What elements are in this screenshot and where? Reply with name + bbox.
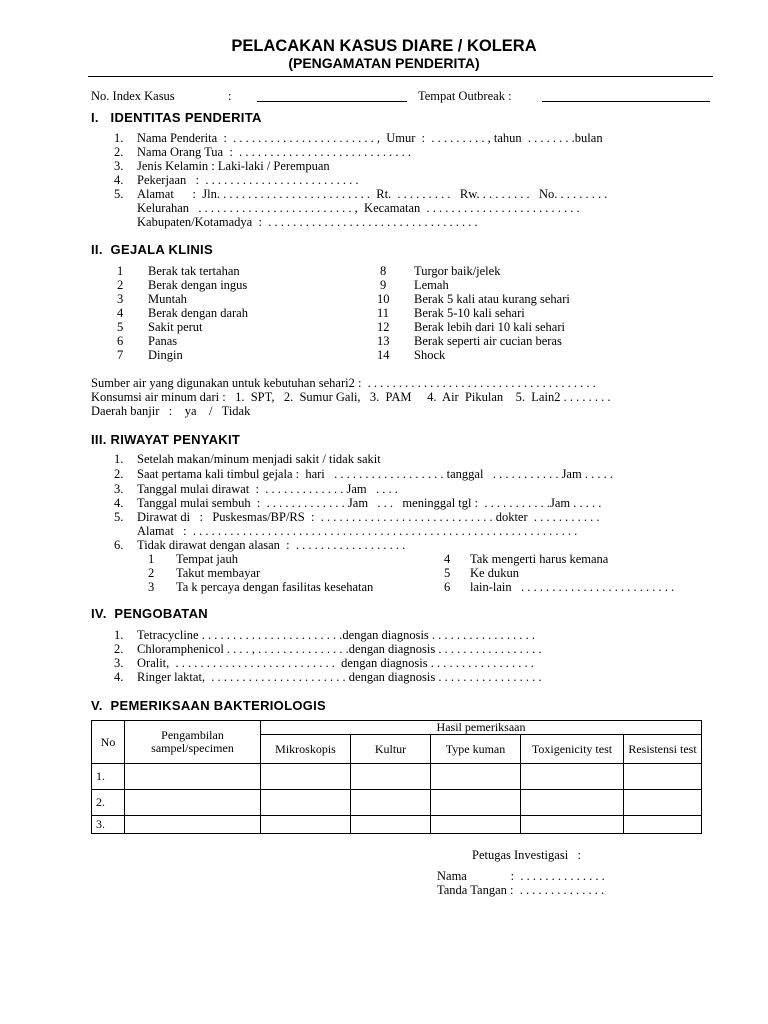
section-gejala-heading: II. GEJALA KLINIS <box>91 242 213 257</box>
petugas-label: Petugas Investigasi : <box>472 848 582 862</box>
daerah-banjir-line[interactable]: Daerah banjir : ya / Tidak <box>91 404 251 418</box>
alasan-item[interactable]: Tak mengerti harus kemana <box>470 552 609 566</box>
title-divider <box>88 76 713 77</box>
identitas-pekerjaan[interactable]: Pekerjaan : . . . . . . . . . . . . . . . . . . . . . . . . . <box>137 173 359 187</box>
index-colon: : <box>228 89 232 103</box>
alasan-num: 3 <box>148 580 155 594</box>
tempat-outbreak-field[interactable] <box>542 101 710 102</box>
gejala-item[interactable]: Berak lebih dari 10 kali sehari <box>414 320 565 334</box>
gejala-num: 6 <box>117 334 124 348</box>
gejala-item[interactable]: Muntah <box>148 292 187 306</box>
gejala-item[interactable]: Berak dengan ingus <box>148 278 248 292</box>
alasan-item[interactable]: lain-lain . . . . . . . . . . . . . . . . . . . . . . . . . <box>470 580 675 594</box>
section-bakteriologis-heading: V. PEMERIKSAAN BAKTERIOLOGIS <box>91 698 327 713</box>
col-no-header: No <box>92 721 125 764</box>
row-number: 3. <box>92 816 125 834</box>
identitas-num-2: 2. <box>114 145 124 159</box>
table-row <box>92 816 702 834</box>
pengobatan-item[interactable]: Oralit, . . . . . . . . . . . . . . . . . . . . . . . . . . dengan diagnosis . . . . . . . . . . . . . . . . . <box>137 656 534 670</box>
alasan-item[interactable]: Tempat jauh <box>176 552 238 566</box>
table-cell[interactable] <box>431 790 521 816</box>
pengobatan-num: 1. <box>114 628 124 642</box>
identitas-nama-orang-tua[interactable]: Nama Orang Tua : . . . . . . . . . . . . . . . . . . . . . . . . . . . . <box>137 145 411 159</box>
petugas-tanda-tangan-line[interactable]: Tanda Tangan : . . . . . . . . . . . . . . <box>437 883 605 897</box>
gejala-item[interactable]: Berak dengan darah <box>148 306 248 320</box>
riwayat-item[interactable]: Tidak dirawat dengan alasan : . . . . . . . . . . . . . . . . . . <box>137 538 406 552</box>
pengobatan-item[interactable]: Ringer laktat, . . . . . . . . . . . . . . . . . . . . . . dengan diagnosis . . . . . . . . . . . . . . . . . <box>137 670 542 684</box>
gejala-num: 12 <box>377 320 390 334</box>
table-cell[interactable] <box>624 816 702 834</box>
gejala-item[interactable]: Turgor baik/jelek <box>414 264 501 278</box>
konsumsi-air-line[interactable]: Konsumsi air minum dari : 1. SPT, 2. Sumur Gali, 3. PAM 4. Air Pikulan 5. Lain2 . . . . . . . . <box>91 390 611 404</box>
table-cell[interactable] <box>521 816 624 834</box>
gejala-item[interactable]: Lemah <box>414 278 449 292</box>
alasan-num: 6 <box>444 580 451 594</box>
index-kasus-label: No. Index Kasus <box>91 89 175 103</box>
col-sampel-header: Pengambilan sampel/specimen <box>125 721 261 764</box>
col-resistensi-header: Resistensi test <box>624 735 702 764</box>
table-cell[interactable] <box>431 816 521 834</box>
table-cell[interactable] <box>125 790 261 816</box>
alasan-item[interactable]: Ke dukun <box>470 566 519 580</box>
riwayat-item[interactable]: Setelah makan/minum menjadi sakit / tidak sakit <box>137 452 381 466</box>
riwayat-num: 1. <box>114 452 124 466</box>
hasil-pemeriksaan-header: Hasil pemeriksaan <box>261 721 702 735</box>
alasan-num: 5 <box>444 566 451 580</box>
table-cell[interactable] <box>624 790 702 816</box>
petugas-nama-line[interactable]: Nama : . . . . . . . . . . . . . . <box>437 869 605 883</box>
col-toxigenicity-header: Toxigenicity test <box>521 735 624 764</box>
row-number: 1. <box>92 764 125 790</box>
identitas-num-1: 1. <box>114 131 124 145</box>
pengobatan-item[interactable]: Chloramphenicol . . . . , . . . . . . . . . . . . . . .dengan diagnosis . . . . . . . . . . . . . . . . . <box>137 642 542 656</box>
table-cell[interactable] <box>261 790 351 816</box>
riwayat-num: 6. <box>114 538 124 552</box>
identitas-num-3: 3. <box>114 159 124 173</box>
gejala-num: 10 <box>377 292 390 306</box>
riwayat-item[interactable]: Saat pertama kali timbul gejala : hari . . . . . . . . . . . . . . . . . . tanggal . . . . . . . . . . . Jam . . . . . <box>137 467 613 481</box>
gejala-item[interactable]: Sakit perut <box>148 320 203 334</box>
gejala-num: 7 <box>117 348 124 362</box>
gejala-item[interactable]: Dingin <box>148 348 183 362</box>
gejala-item[interactable]: Berak seperti air cucian beras <box>414 334 562 348</box>
table-row <box>92 790 702 816</box>
section-identitas-heading: I. IDENTITAS PENDERITA <box>91 110 262 125</box>
gejala-item[interactable]: Berak 5 kali atau kurang sehari <box>414 292 570 306</box>
col-mikroskopis-header: Mikroskopis <box>261 735 351 764</box>
row-number: 2. <box>92 790 125 816</box>
gejala-item[interactable]: Berak 5-10 kali sehari <box>414 306 525 320</box>
table-row <box>92 764 702 790</box>
table-cell[interactable] <box>624 764 702 790</box>
alasan-item[interactable]: Ta k percaya dengan fasilitas kesehatan <box>176 580 374 594</box>
table-cell[interactable] <box>351 790 431 816</box>
alasan-num: 1 <box>148 552 155 566</box>
table-cell[interactable] <box>125 764 261 790</box>
gejala-num: 2 <box>117 278 124 292</box>
riwayat-num: 2. <box>114 467 124 481</box>
section-riwayat-heading: III. RIWAYAT PENYAKIT <box>91 432 241 447</box>
gejala-num: 5 <box>117 320 124 334</box>
identitas-jenis-kelamin[interactable]: Jenis Kelamin : Laki-laki / Perempuan <box>137 159 330 173</box>
riwayat-item[interactable]: Alamat : . . . . . . . . . . . . . . . . . . . . . . . . . . . . . . . . . . . . . . . . . . . . . . . . . . . . . . . . . . . . . . <box>137 524 578 538</box>
riwayat-num: 3. <box>114 482 124 496</box>
alasan-num: 4 <box>444 552 451 566</box>
identitas-kabupaten[interactable]: Kabupaten/Kotamadya : . . . . . . . . . . . . . . . . . . . . . . . . . . . . . . . . . . <box>137 215 478 229</box>
table-cell[interactable] <box>521 764 624 790</box>
col-type-kuman-header: Type kuman <box>431 735 521 764</box>
identitas-nama-penderita[interactable]: Nama Penderita : . . . . . . . . . . . . . . . . . . . . . . . , Umur : . . . . . . . . . , tahun . . . . . . . .bulan <box>137 131 603 145</box>
pengobatan-num: 2. <box>114 642 124 656</box>
identitas-kelurahan[interactable]: Kelurahan . . . . . . . . . . . . . . . . . . . . . . . . . , Kecamatan . . . . . . . . . . . . . . . . . . . . . . . . . <box>137 201 580 215</box>
riwayat-item[interactable]: Tanggal mulai sembuh : . . . . . . . . . . . . . Jam . . . meninggal tgl : . . . . . . . . . . .Jam . . . . . <box>137 496 602 510</box>
tempat-outbreak-label: Tempat Outbreak : <box>418 89 512 103</box>
table-cell[interactable] <box>431 764 521 790</box>
table-cell[interactable] <box>351 764 431 790</box>
index-kasus-field[interactable] <box>257 101 407 102</box>
gejala-num: 11 <box>377 306 390 320</box>
gejala-num: 14 <box>377 348 390 362</box>
table-cell[interactable] <box>125 816 261 834</box>
bakteriologis-table <box>91 720 702 834</box>
table-cell[interactable] <box>351 816 431 834</box>
riwayat-num: 5. <box>114 510 124 524</box>
gejala-num: 4 <box>117 306 124 320</box>
alasan-item[interactable]: Takut membayar <box>176 566 261 580</box>
riwayat-item[interactable]: Tanggal mulai dirawat : . . . . . . . . . . . . . Jam . . . . <box>137 482 398 496</box>
form-subtitle: (PENGAMATAN PENDERITA) <box>288 55 480 71</box>
identitas-alamat[interactable]: Alamat : Jln. . . . . . . . . . . . . . . . . . . . . . . . . Rt. . . . . . . . . . Rw. . . . . . . . . No. . . . . . . . . <box>137 187 608 201</box>
gejala-num: 3 <box>117 292 124 306</box>
section-pengobatan-heading: IV. PENGOBATAN <box>91 606 208 621</box>
riwayat-item[interactable]: Dirawat di : Puskesmas/BP/RS : . . . . . . . . . . . . . . . . . . . . . . . . . . . . dokter . . . . . . . . . . . <box>137 510 600 524</box>
alasan-num: 2 <box>148 566 155 580</box>
table-cell[interactable] <box>261 816 351 834</box>
gejala-item[interactable]: Panas <box>148 334 178 348</box>
pengobatan-item[interactable]: Tetracycline . . . . . . . . . . . . . . . . . . . . . . .dengan diagnosis . . . . . . . . . . . . . . . . . <box>137 628 536 642</box>
form-title: PELACAKAN KASUS DIARE / KOLERA <box>231 37 537 55</box>
identitas-num-5: 5. <box>114 187 124 201</box>
gejala-num: 1 <box>117 264 124 278</box>
sumber-air-line[interactable]: Sumber air yang digunakan untuk kebutuhan sehari2 : . . . . . . . . . . . . . . . . . . . . . . . . . . . . . . . . . . . . . <box>91 376 596 390</box>
identitas-num-4: 4. <box>114 173 124 187</box>
table-cell[interactable] <box>521 790 624 816</box>
table-cell[interactable] <box>261 764 351 790</box>
gejala-num: 8 <box>380 264 387 278</box>
gejala-num: 9 <box>380 278 387 292</box>
pengobatan-num: 4. <box>114 670 124 684</box>
riwayat-num: 4. <box>114 496 124 510</box>
col-kultur-header: Kultur <box>351 735 431 764</box>
gejala-item[interactable]: Shock <box>414 348 446 362</box>
pengobatan-num: 3. <box>114 656 124 670</box>
gejala-num: 13 <box>377 334 390 348</box>
gejala-item[interactable]: Berak tak tertahan <box>148 264 240 278</box>
